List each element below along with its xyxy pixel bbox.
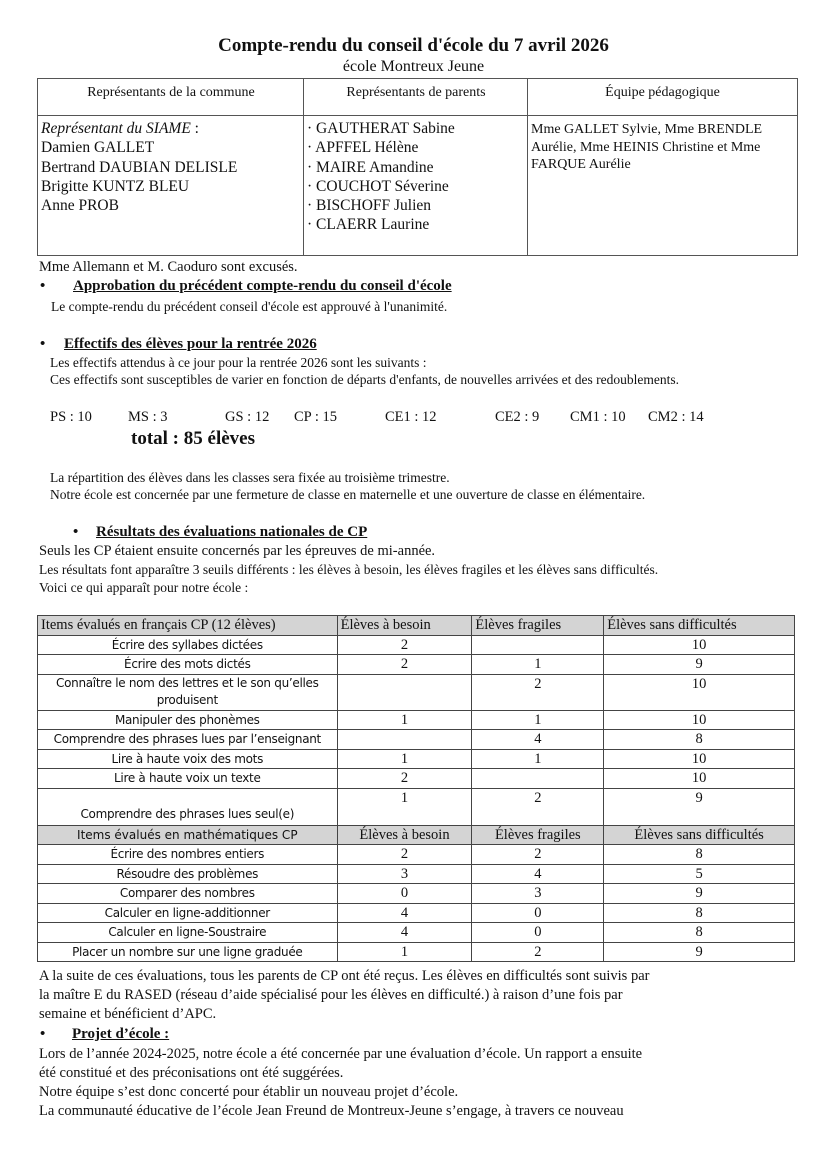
value-fragiles [472,769,604,789]
parent-member: · CLAERR Laurine [307,216,430,234]
count-gs: GS : 12 [225,409,270,425]
value-besoin: 1 [337,710,472,730]
value-fragiles: 3 [472,884,604,904]
count-ce2: CE2 : 9 [495,409,540,425]
count-cm2: CM2 : 14 [648,409,704,425]
value-sans-difficultes: 5 [604,864,795,884]
approbation-text: Le compte-rendu du précédent conseil d'école est approuvé à l'unanimité. [51,299,448,314]
projet-line: La communauté éducative de l’école Jean Freund de Montreux-Jeune s’engage, à travers ce nouveau [39,1103,624,1119]
value-sans-difficultes: 8 [604,903,795,923]
item-label: Connaître le nom des lettres et le son qu’elles produisent [38,674,338,710]
class-counts [0,409,827,429]
item-label: Lire à haute voix un texte [38,769,338,789]
header-fragiles: Élèves fragiles [472,616,604,636]
table-row [38,788,795,825]
value-besoin: 4 [337,923,472,943]
section-title-approbation: Approbation du précédent compte-rendu du conseil d'école [73,278,452,294]
value-besoin [337,674,472,710]
table-row [38,864,795,884]
column-header-equipe: Équipe pédagogique [528,79,797,116]
header-sans-difficultes: Élèves sans difficultés [604,616,795,636]
header-besoin: Élèves à besoin [337,616,472,636]
item-label: Placer un nombre sur une ligne graduée [38,942,338,962]
parent-member: · COUCHOT Séverine [307,177,449,195]
value-besoin: 3 [337,864,472,884]
value-besoin: 1 [337,749,472,769]
siame-label: Représentant du SIAME [41,120,191,137]
projet-line: Notre équipe s’est donc concerté pour établir un nouveau projet d’école. [39,1084,459,1100]
value-besoin: 2 [337,845,472,865]
evaluations-table [37,615,795,962]
parent-member: · GAUTHERAT Sabine [307,120,455,137]
value-besoin: 1 [337,942,472,962]
table-row [38,674,795,710]
commune-cell [41,119,237,215]
value-sans-difficultes: 9 [604,655,795,675]
siame-label-line: Représentant du SIAME : [41,120,199,137]
value-fragiles: 0 [472,923,604,943]
resultats-line: Seuls les CP étaient ensuite concernés par les épreuves de mi-année. [39,543,436,559]
value-besoin: 0 [337,884,472,904]
value-besoin: 2 [337,635,472,655]
section-title-projet: Projet d’école : [72,1026,170,1042]
parents-cell [307,119,455,235]
participants-table [37,78,798,256]
value-fragiles: 1 [472,749,604,769]
table-row [38,845,795,865]
value-fragiles: 4 [472,864,604,884]
value-fragiles: 2 [472,674,604,710]
column-divider [527,79,528,255]
resultats-line: Les résultats font apparaître 3 seuils différents : les élèves à besoin, les élèves fragiles et les élèves sans difficultés. [39,562,659,577]
total-students: total : 85 élèves [131,428,255,449]
item-label: Comprendre des phrases lues par l’enseignant [38,730,338,750]
commune-member: Damien GALLET [41,139,155,157]
item-label: Calculer en ligne-Soustraire [38,923,338,943]
value-sans-difficultes: 8 [604,730,795,750]
table-row [38,903,795,923]
count-cm1: CM1 : 10 [570,409,626,425]
francais-header-row [38,616,795,636]
item-label: Calculer en ligne-additionner [38,903,338,923]
value-sans-difficultes: 8 [604,923,795,943]
bullet-icon: • [40,1026,46,1042]
value-sans-difficultes: 9 [604,884,795,904]
parent-member: · APFFEL Hélène [307,139,419,157]
effectifs-note: La répartition des élèves dans les classes sera fixée au troisième trimestre. [50,470,450,485]
section-title-effectifs: Effectifs des élèves pour la rentrée 2026 [64,336,317,352]
header-besoin: Élèves à besoin [337,825,472,845]
value-sans-difficultes: 9 [604,942,795,962]
item-label: Résoudre des problèmes [38,864,338,884]
value-sans-difficultes: 10 [604,674,795,710]
commune-member: Brigitte KUNTZ BLEU [41,177,190,195]
value-fragiles: 2 [472,788,604,825]
projet-line: Lors de l’année 2024-2025, notre école a été concernée par une évaluation d’école. Un rapport a ensuite [39,1046,643,1062]
column-header-parents: Représentants de parents [304,79,528,116]
parent-member: · BISCHOFF Julien [307,197,432,215]
item-label: Comprendre des phrases lues seul(e) [38,788,338,825]
value-besoin: 2 [337,769,472,789]
column-header-commune: Représentants de la commune [38,79,304,116]
table-row [38,942,795,962]
count-ce1: CE1 : 12 [385,409,437,425]
count-cp: CP : 15 [294,409,337,425]
item-label: Lire à haute voix des mots [38,749,338,769]
header-sans-difficultes: Élèves sans difficultés [604,825,795,845]
commune-member: Bertrand DAUBIAN DELISLE [41,158,238,176]
value-fragiles: 2 [472,942,604,962]
count-ps: PS : 10 [50,409,92,425]
value-besoin: 4 [337,903,472,923]
section-title-resultats: Résultats des évaluations nationales de CP [96,524,368,540]
value-sans-difficultes: 10 [604,635,795,655]
effectifs-line: Ces effectifs sont susceptibles de varier en fonction de départs d'enfants, de nouvelles arrivées et des redoublements. [50,372,679,387]
header-items-maths: Items évalués en mathématiques CP [38,825,338,845]
maths-header-row [38,825,795,845]
effectifs-line: Les effectifs attendus à ce jour pour la rentrée 2026 sont les suivants : [50,355,427,370]
evaluations-followup: semaine et bénéficient d’APC. [39,1006,217,1022]
bullet-icon: • [40,336,46,352]
projet-line: été constitué et des préconisations ont été suggérées. [39,1065,344,1081]
value-besoin: 1 [337,788,472,825]
value-fragiles: 2 [472,845,604,865]
table-row [38,730,795,750]
equipe-line: Aurélie, Mme HEINIS Christine et Mme [531,139,761,155]
equipe-line: FARQUE Aurélie [531,157,631,172]
effectifs-note: Notre école est concernée par une fermeture de classe en maternelle et une ouverture de classe en élémentaire. [50,487,646,502]
bullet-icon: • [40,278,46,294]
value-sans-difficultes: 9 [604,788,795,825]
table-row [38,749,795,769]
header-items-francais: Items évalués en français CP (12 élèves) [38,616,338,636]
document-title: Compte-rendu du conseil d'école du 7 avril 2026 [218,35,609,56]
table-row [38,710,795,730]
school-name: école Montreux Jeune [342,58,485,75]
value-sans-difficultes: 10 [604,710,795,730]
item-label: Comparer des nombres [38,884,338,904]
bullet-icon: • [73,524,79,540]
table-row [38,884,795,904]
value-besoin: 2 [337,655,472,675]
count-ms: MS : 3 [128,409,168,425]
table-row [38,655,795,675]
item-label: Écrire des mots dictés [38,655,338,675]
value-sans-difficultes: 10 [604,749,795,769]
value-sans-difficultes: 8 [604,845,795,865]
value-fragiles: 1 [472,710,604,730]
header-fragiles: Élèves fragiles [472,825,604,845]
evaluations-followup: A la suite de ces évaluations, tous les parents de CP ont été reçus. Les élèves en difficultés sont suivis par [39,968,650,984]
item-label: Écrire des syllabes dictées [38,635,338,655]
value-sans-difficultes: 10 [604,769,795,789]
value-fragiles: 0 [472,903,604,923]
table-row [38,635,795,655]
column-divider [303,79,304,255]
item-label: Écrire des nombres entiers [38,845,338,865]
table-row [38,923,795,943]
excuses-text: Mme Allemann et M. Caoduro sont excusés. [39,259,298,275]
value-besoin [337,730,472,750]
parent-member: · MAIRE Amandine [307,158,434,176]
table-row [38,769,795,789]
commune-member: Anne PROB [41,197,119,215]
evaluations-followup: la maître E du RASED (réseau d’aide spécialisé pour les élèves en difficulté.) à raison d’une fois par [39,987,623,1003]
item-label: Manipuler des phonèmes [38,710,338,730]
equipe-line: Mme GALLET Sylvie, Mme BRENDLE [531,122,763,137]
value-fragiles: 1 [472,655,604,675]
resultats-line: Voici ce qui apparaît pour notre école : [39,580,249,595]
equipe-cell [531,121,762,174]
value-fragiles: 4 [472,730,604,750]
value-fragiles [472,635,604,655]
